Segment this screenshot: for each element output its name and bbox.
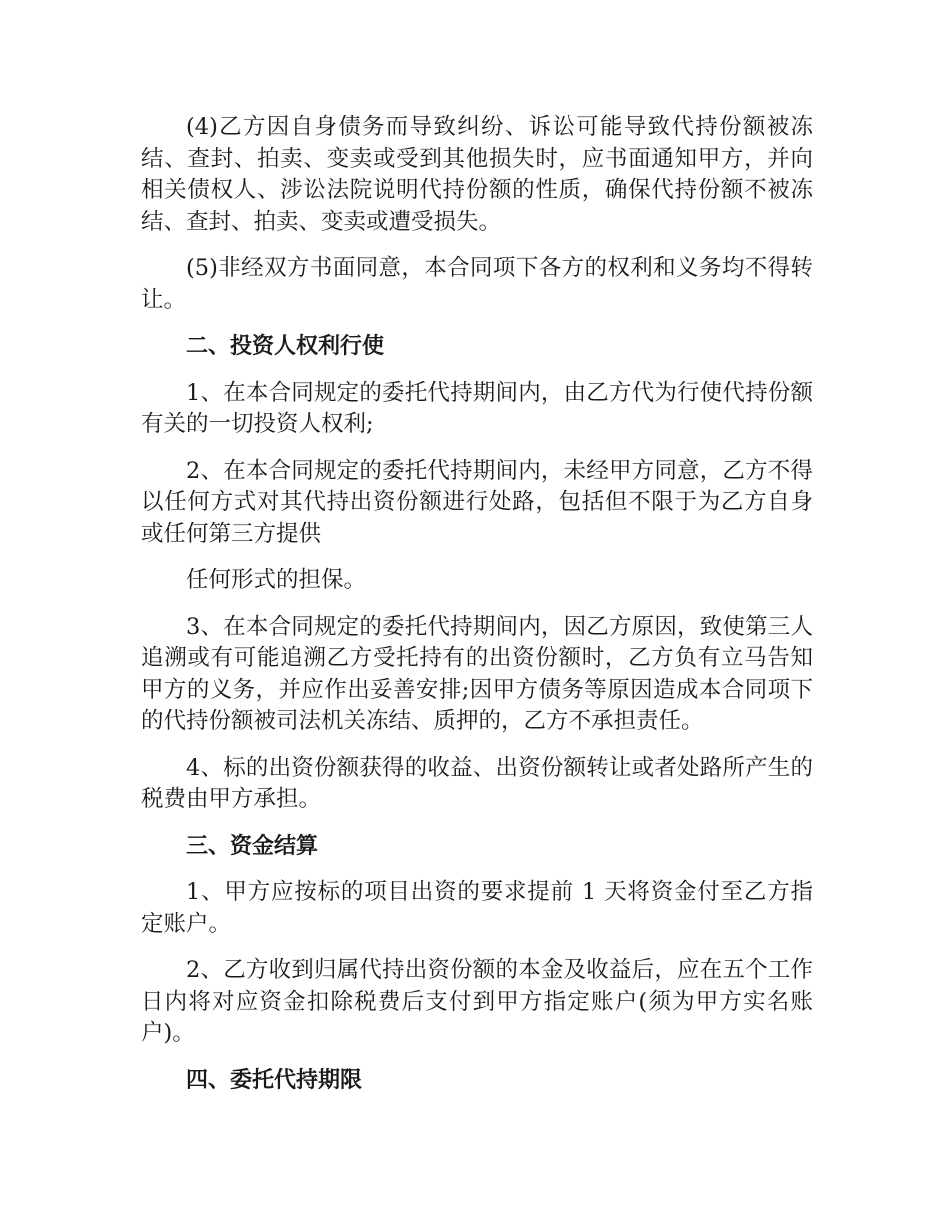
document-body xyxy=(141,112,813,1111)
investor-rights-item-1: 1、在本合同规定的委托代持期间内，由乙方代为行使代持份额有关的一切投资人权利; xyxy=(141,379,813,437)
section-heading-entrustment-term: 四、委托代持期限 xyxy=(186,1067,363,1093)
section-heading-fund-settlement: 三、资金结算 xyxy=(186,833,319,859)
investor-rights-item-4: 4、标的出资份额获得的收益、出资份额转让或者处路所产生的税费由甲方承担。 xyxy=(141,754,813,812)
investor-rights-item-3: 3、在本合同规定的委托代持期间内，因乙方原因，致使第三人追溯或有可能追溯乙方受托持有的出资份额时，乙方负有立马告知甲方的义务，并应作出妥善安排;因甲方债务等原因造成本合同项下的代持份额被司法机关冻结、质押的，乙方不承担责任。 xyxy=(141,613,813,734)
section-heading-investor-rights: 二、投资人权利行使 xyxy=(186,334,385,359)
clause-5-paragraph: (5)非经双方书面同意，本合同项下各方的权利和义务均不得转让。 xyxy=(141,255,813,313)
fund-settlement-item-1: 1、甲方应按标的项目出资的要求提前 1 天将资金付至乙方指定账户。 xyxy=(141,879,813,937)
investor-rights-item-2-continued: 任何形式的担保。 xyxy=(186,567,367,593)
clause-4-paragraph: (4)乙方因自身债务而导致纠纷、诉讼可能导致代持份额被冻结、查封、拍卖、变卖或受到其他损失时，应书面通知甲方，并向相关债权人、涉讼法院说明代持份额的性质，确保代持份额不被冻结、查封、拍卖、变卖或遭受损失。 xyxy=(141,114,813,235)
investor-rights-item-2: 2、在本合同规定的委托代持期间内，未经甲方同意，乙方不得以任何方式对其代持出资份额进行处路，包括但不限于为乙方自身或任何第三方提供 xyxy=(141,457,813,547)
fund-settlement-item-2: 2、乙方收到归属代持出资份额的本金及收益后，应在五个工作日内将对应资金扣除税费后支付到甲方指定账户(须为甲方实名账户)。 xyxy=(141,957,813,1046)
